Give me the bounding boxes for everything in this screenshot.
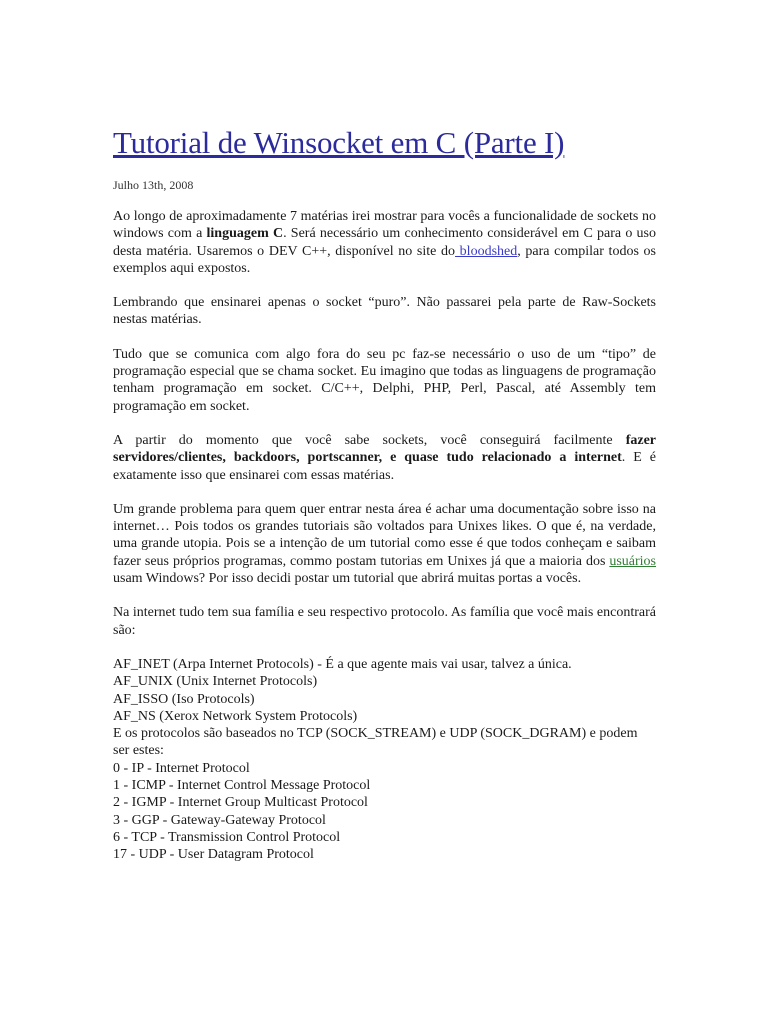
family-item: AF_ISSO (Iso Protocols) (113, 691, 255, 707)
paragraph-raw-sockets: Lembrando que ensinarei apenas o socket “puro”. Não passarei pela parte de Raw-Sockets nestas matérias. (113, 295, 656, 328)
bloodshed-link[interactable]: bloodshed (455, 243, 518, 259)
paragraph-capabilities (113, 432, 656, 484)
text: . E é exatamente isso que ensinarei com essas matérias. (113, 450, 656, 483)
paragraph-families-intro: Na internet tudo tem sua família e seu respectivo protocolo. As família que você mais encontrará são: (113, 605, 656, 638)
protocol-item: 17 - UDP - User Datagram Protocol (113, 847, 314, 863)
bold-text: linguagem C (206, 226, 284, 242)
text: . Será necessário um conhecimento considerável em C para o uso desta matéria. Usaremos o DEV C++, disponível no site do (113, 226, 656, 259)
protocol-item: 0 - IP - Internet Protocol (113, 760, 250, 776)
usuarios-link[interactable]: usuários (609, 553, 656, 569)
text: usam Windows? Por isso decidi postar um tutorial que abrirá muitas portas a vocês. (113, 571, 582, 587)
article (113, 123, 656, 864)
protocol-item: 6 - TCP - Transmission Control Protocol (113, 829, 341, 845)
page-title (113, 123, 656, 163)
paragraph-intro (113, 208, 656, 277)
protocol-item: 1 - ICMP - Internet Control Message Protocol (113, 778, 371, 794)
paragraph-socket-programming: Tudo que se comunica com algo fora do seu pc faz-se necessário o uso de um “tipo” de programação especial que se chama socket. Eu imagino que todas as linguagens de programação tenham programação em socket. C/C++, Delphi, PHP, Perl, Pascal, até Assembly tem programação em socket. (113, 346, 656, 414)
protocols-intro: E os protocolos são baseados no TCP (SOCK_STREAM) e UDP (SOCK_DGRAM) e podem ser estes: (113, 726, 638, 759)
family-item: AF_NS (Xerox Network System Protocols) (113, 708, 358, 724)
text: A partir do momento que você sabe sockets, você conseguirá facilmente (113, 432, 626, 448)
title-link[interactable]: Tutorial de Winsocket em C (Parte I) (113, 125, 565, 160)
text: Ao longo de aproximadamente 7 matérias irei mostrar para vocês a funcionalidade de sockets no windows com a (113, 209, 656, 242)
paragraph-documentation (113, 501, 656, 587)
family-item: AF_INET (Arpa Internet Protocols) - É a que agente mais vai usar, talvez a única. (113, 656, 572, 672)
protocol-item: 3 - GGP - Gateway-Gateway Protocol (113, 812, 326, 828)
bold-text: fazer servidores/clientes, backdoors, portscanner, e quase tudo relacionado a internet (113, 432, 656, 466)
family-item: AF_UNIX (Unix Internet Protocols) (113, 674, 318, 690)
protocol-list (113, 656, 656, 864)
post-date: Julho 13th, 2008 (113, 178, 194, 192)
text: Um grande problema para quem quer entrar nesta área é achar uma documentação sobre isso na internet… Pois todos os grandes tutoriais são voltados para Unixes likes. O que é, na verdade, uma grande utopia. Pois se a intenção de um tutorial como esse é que todos conheçam e saibam fazer seus próprios programas, commo postam tutorias em Unixes já que a maioria dos (113, 501, 656, 569)
protocol-item: 2 - IGMP - Internet Group Multicast Protocol (113, 795, 368, 811)
text: , para compilar todos os exemplos aqui expostos. (113, 243, 656, 276)
